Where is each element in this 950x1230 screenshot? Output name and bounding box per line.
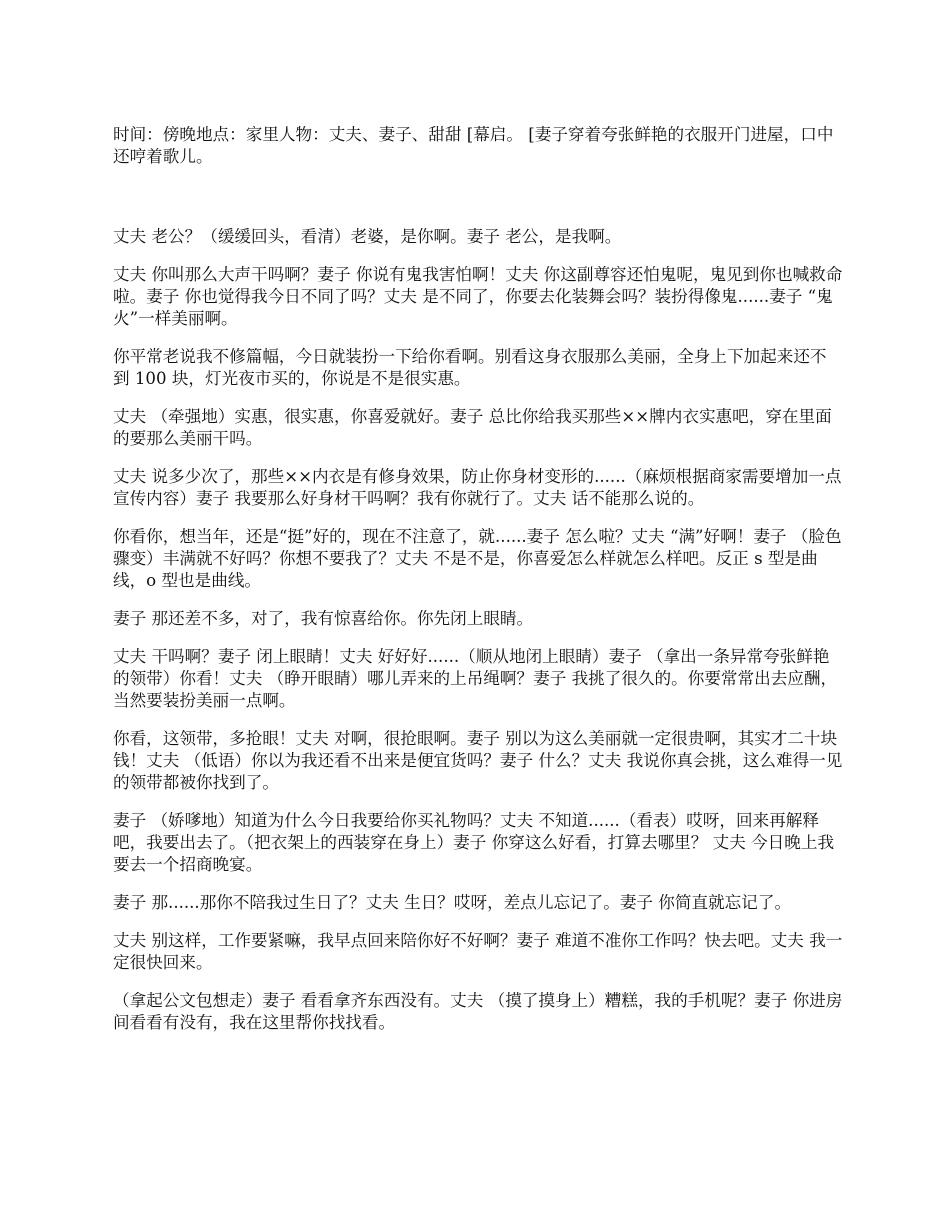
scene-description: 时间：傍晚地点：家里人物：丈夫、妻子、甜甜 [幕启。 [妻子穿着夸张鲜艳的衣服开门进屋，口中还哼着歌儿。 (113, 125, 834, 166)
dialogue-paragraph: 你看，这领带，多抢眼！丈夫 对啊，很抢眼啊。妻子 别以为这么美丽就一定很贵啊，其实才二十块钱！丈夫 （低语）你以为我还看不出来是便宜货吗？妻子 什么？丈夫 我说你真会挑，这么难得一见的领带都被你找到了。 (113, 729, 843, 792)
dialogue-paragraph: 丈夫 你叫那么大声干吗啊？妻子 你说有鬼我害怕啊！丈夫 你这副尊容还怕鬼呢，鬼见到你也喊救命啦。妻子 你也觉得我今日不同了吗？丈夫 是不同了，你要去化装舞会吗？装扮得像鬼......妻子 “鬼火”一样美丽啊。 (113, 265, 843, 328)
dialogue-paragraph: 你平常老说我不修篇幅，今日就装扮一下给你看啊。别看这身衣服那么美丽，全身上下加起来还不到 100 块，灯光夜市买的，你说是不是很实惠。 (113, 347, 827, 388)
dialogue-paragraph: 丈夫 干吗啊？妻子 闭上眼睛！丈夫 好好好......（顺从地闭上眼睛）妻子 （拿出一条异常夸张鲜艳的领带）你看！丈夫 （睁开眼睛）哪儿弄来的上吊绳啊？妻子 我挑了很久的。你要常常出去应酬，当然要装扮美丽一点啊。 (113, 647, 838, 710)
dialogue-paragraph: 妻子 那还差不多，对了，我有惊喜给你。你先闭上眼睛。 (113, 609, 534, 628)
dialogue-paragraph: （拿起公文包想走）妻子 看看拿齐东西没有。丈夫 （摸了摸身上）糟糕，我的手机呢？妻子 你进房间看看有没有，我在这里帮你找找看。 (113, 991, 843, 1032)
dialogue-paragraph: 妻子 那......那你不陪我过生日了？丈夫 生日？哎呀，差点儿忘记了。妻子 你简直就忘记了。 (113, 893, 792, 912)
dialogue-paragraph: 妻子 （娇嗲地）知道为什么今日我要给你买礼物吗？丈夫 不知道......（看表）哎呀，回来再解释吧，我要出去了。（把衣架上的西装穿在身上）妻子 你穿这么好看，打算去哪里？ 丈夫 今日晚上我要去一个招商晚宴。 (113, 811, 835, 874)
document-page (113, 124, 843, 1050)
dialogue-paragraph: 丈夫 说多少次了，那些××内衣是有修身效果，防止你身材变形的......（麻烦根据商家需要增加一点宣传内容）妻子 我要那么好身材干吗啊？我有你就行了。丈夫 话不能那么说的。 (113, 467, 842, 508)
dialogue-paragraph: 你看你，想当年，还是“挺”好的，现在不注意了，就......妻子 怎么啦？丈夫 “满”好啊！妻子 （脸色骤变）丰满就不好吗？你想不要我了？丈夫 不是不是，你喜爱怎么样就怎么样吧。反正 s 型是曲线，o 型也是曲线。 (113, 527, 842, 590)
dialogue-paragraph: 丈夫 别这样，工作要紧嘛，我早点回来陪你好不好啊？妻子 难道不准你工作吗？快去吧。丈夫 我一定很快回来。 (113, 931, 843, 972)
dialogue-paragraph: 丈夫 （牵强地）实惠，很实惠，你喜爱就好。妻子 总比你给我买那些××牌内衣实惠吧，穿在里面的要那么美丽干吗。 (113, 407, 832, 448)
dialogue-paragraph: 丈夫 老公？（缓缓回头，看清）老婆，是你啊。妻子 老公，是我啊。 (113, 227, 622, 246)
